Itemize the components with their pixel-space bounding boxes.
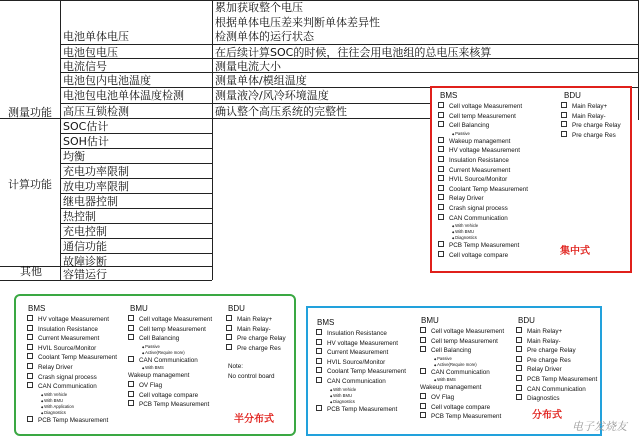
- checkbox-icon: [516, 337, 522, 343]
- table-row-item: 电池包电压: [63, 46, 118, 59]
- list-item: Cell temp Measurement: [128, 325, 212, 335]
- list-subitem: ◆ Active(Require more): [420, 362, 504, 368]
- checkbox-icon: [438, 166, 444, 172]
- table-row-item: 高压互锁检测: [63, 105, 129, 118]
- bdu-title: BDU: [228, 304, 245, 313]
- bdu-list: [226, 315, 286, 353]
- checkbox-icon: [316, 329, 322, 335]
- distributed-architecture-box: [306, 306, 602, 436]
- list-item: Cell Balancing: [128, 334, 212, 344]
- list-subitem: ◆ With BMU: [438, 229, 528, 235]
- checkbox-icon: [420, 403, 426, 409]
- table-row-description: 累加获取整个电压: [215, 1, 303, 14]
- list-item: CAN Communication: [438, 214, 528, 224]
- checkbox-icon: [420, 337, 426, 343]
- table-row-description: 检测单体的运行状态: [215, 30, 314, 43]
- list-item: Relay Driver: [27, 363, 117, 373]
- table-row-item: 电池包电池单体温度检测: [63, 89, 184, 102]
- table-row-item: SOC估计: [63, 120, 109, 133]
- checkbox-icon: [226, 334, 232, 340]
- category-measure: 测量功能: [8, 106, 52, 119]
- checkbox-icon: [516, 327, 522, 333]
- checkbox-icon: [226, 325, 232, 331]
- list-item: Cell voltage compare: [420, 403, 504, 413]
- bmu-title: BMU: [130, 304, 148, 313]
- table-row-item: 放电功率限制: [63, 180, 129, 193]
- table-row-description: 测量液冷/风冷环境温度: [215, 89, 329, 102]
- category-compute: 计算功能: [8, 178, 52, 191]
- bdu-title: BDU: [564, 91, 581, 100]
- table-row-item: 热控制: [63, 210, 96, 223]
- list-subitem: ◆ With BMU: [27, 398, 117, 404]
- list-subitem: ◆ Passive: [420, 356, 504, 362]
- list-item: OV Flag: [128, 381, 212, 391]
- list-item: Crash signal process: [27, 373, 117, 383]
- list-item: Cell voltage compare: [128, 391, 212, 401]
- list-item: Main Relay-: [516, 337, 597, 347]
- checkbox-icon: [128, 391, 134, 397]
- list-item: CAN Communication: [128, 356, 212, 366]
- list-subitem: ◆ With BMS: [420, 377, 504, 383]
- checkbox-icon: [27, 315, 33, 321]
- list-item: Pre charge Res: [226, 344, 286, 354]
- list-item: OV Flag: [420, 393, 504, 403]
- list-subitem: ◆ With BMS: [128, 365, 212, 371]
- list-item: Wakeup management: [420, 384, 482, 392]
- list-item: Cell Balancing: [420, 346, 504, 356]
- checkbox-icon: [438, 146, 444, 152]
- list-item: HV voltage Measurement: [438, 146, 528, 156]
- checkbox-icon: [226, 344, 232, 350]
- list-item: PCB Temp Measurement: [420, 412, 504, 422]
- category-other: 其他: [20, 265, 42, 278]
- list-item: HVIL Source/Monitor: [27, 344, 117, 354]
- checkbox-icon: [516, 375, 522, 381]
- list-item: Main Relay-: [226, 325, 286, 335]
- distributed-tag: 分布式: [532, 410, 562, 421]
- checkbox-icon: [420, 368, 426, 374]
- checkbox-icon: [27, 325, 33, 331]
- list-subitem: ◆ With Vehicle: [438, 223, 528, 229]
- list-item: Main Relay+: [226, 315, 286, 325]
- list-subitem: ◆ With BMU: [316, 393, 406, 399]
- semi-distributed-tag: 半分布式: [234, 414, 274, 425]
- list-item: PCB Temp Measurement: [316, 405, 406, 415]
- list-item: HV voltage Measurement: [316, 339, 406, 349]
- list-subitem: ◆ With Vehicle: [316, 387, 406, 393]
- table-row-item: 继电器控制: [63, 195, 118, 208]
- list-item: Current Measurement: [316, 348, 406, 358]
- list-item: CAN Communication: [516, 385, 597, 395]
- list-item: Pre charge Relay: [226, 334, 286, 344]
- checkbox-icon: [516, 394, 522, 400]
- checkbox-icon: [561, 131, 567, 137]
- table-row-item: 容错运行: [63, 268, 107, 281]
- checkbox-icon: [316, 405, 322, 411]
- checkbox-icon: [27, 353, 33, 359]
- list-item: HVIL Source/Monitor: [438, 175, 528, 185]
- bms-list: [316, 329, 406, 414]
- list-item: Wakeup management: [128, 372, 190, 380]
- list-item: Cell voltage Measurement: [128, 315, 212, 325]
- list-subitem: ◆ Diagnostics: [438, 235, 528, 241]
- table-row-item: 故障诊断: [63, 255, 107, 268]
- watermark: 电子发烧友: [572, 420, 627, 433]
- list-item: PCB Temp Measurement: [128, 400, 212, 410]
- bms-list: [438, 102, 528, 260]
- bms-title: BMS: [317, 318, 335, 327]
- list-subitem: ◆ Diagnostics: [316, 399, 406, 405]
- list-item: Coolant Temp Measurement: [27, 353, 117, 363]
- checkbox-icon: [316, 348, 322, 354]
- checkbox-icon: [128, 315, 134, 321]
- checkbox-icon: [438, 185, 444, 191]
- list-item: Cell voltage compare: [438, 251, 528, 261]
- list-item: Cell voltage Measurement: [438, 102, 528, 112]
- table-row-item: 充电控制: [63, 225, 107, 238]
- bmu-list: [128, 315, 212, 410]
- checkbox-icon: [438, 214, 444, 220]
- list-item: Relay Driver: [438, 194, 528, 204]
- checkbox-icon: [438, 204, 444, 210]
- list-subitem: ◆ With Vehicle: [27, 392, 117, 398]
- list-subitem: ◆ Diagnostics: [27, 410, 117, 416]
- list-item: Wakeup management: [438, 137, 528, 147]
- bmu-list: [420, 327, 504, 422]
- list-item: Pre charge Relay: [516, 346, 597, 356]
- list-item: PCB Temp Measurement: [27, 416, 117, 426]
- list-item: Coolant Temp Measurement: [438, 185, 528, 195]
- checkbox-icon: [516, 365, 522, 371]
- checkbox-icon: [438, 175, 444, 181]
- checkbox-icon: [438, 137, 444, 143]
- bdu-title: BDU: [518, 316, 535, 325]
- bdu-list: [561, 102, 621, 140]
- list-item: PCB Temp Measurement: [516, 375, 597, 385]
- checkbox-icon: [438, 241, 444, 247]
- checkbox-icon: [27, 416, 33, 422]
- list-subitem: ◆ Passive: [128, 344, 212, 350]
- checkbox-icon: [438, 102, 444, 108]
- checkbox-icon: [516, 356, 522, 362]
- table-row-item: 电流信号: [63, 60, 107, 73]
- checkbox-icon: [128, 356, 134, 362]
- table-row-description: 测量单体/模组温度: [215, 74, 307, 87]
- checkbox-icon: [128, 334, 134, 340]
- checkbox-icon: [438, 112, 444, 118]
- list-item: CAN Communication: [316, 377, 406, 387]
- checkbox-icon: [420, 412, 426, 418]
- checkbox-icon: [420, 393, 426, 399]
- checkbox-icon: [27, 363, 33, 369]
- list-item: Insulation Resistance: [27, 325, 117, 335]
- table-row-item: 均衡: [63, 150, 85, 163]
- checkbox-icon: [316, 339, 322, 345]
- list-item: Pre charge Res: [516, 356, 597, 366]
- list-item: Cell temp Measurement: [438, 112, 528, 122]
- list-item: Relay Driver: [516, 365, 597, 375]
- checkbox-icon: [561, 121, 567, 127]
- note: Note: No control board: [228, 363, 275, 380]
- checkbox-icon: [516, 385, 522, 391]
- list-item: Cell Balancing: [438, 121, 528, 131]
- list-item: Cell voltage Measurement: [420, 327, 504, 337]
- list-subitem: ◆ With Application: [27, 404, 117, 410]
- list-item: Current Measurement: [27, 334, 117, 344]
- bms-list: [27, 315, 117, 425]
- list-item: Crash signal process: [438, 204, 528, 214]
- bmu-title: BMU: [421, 316, 439, 325]
- checkbox-icon: [420, 327, 426, 333]
- table-row-item: 电池包内电池温度: [63, 74, 151, 87]
- bms-title: BMS: [440, 91, 458, 100]
- checkbox-icon: [128, 325, 134, 331]
- list-item: PCB Temp Measurement: [438, 241, 528, 251]
- table-row-item: 通信功能: [63, 240, 107, 253]
- semi-distributed-architecture-box: [14, 294, 296, 436]
- list-subitem: ◆ Passive: [438, 131, 528, 137]
- table-row-description: 测量电流大小: [215, 60, 281, 73]
- checkbox-icon: [438, 121, 444, 127]
- checkbox-icon: [420, 346, 426, 352]
- table-row-item: 充电功率限制: [63, 165, 129, 178]
- list-item: Main Relay+: [561, 102, 621, 112]
- list-item: CAN Communication: [27, 382, 117, 392]
- list-item: Coolant Temp Measurement: [316, 367, 406, 377]
- checkbox-icon: [27, 382, 33, 388]
- table-row-description: 确认整个高压系统的完整性: [215, 105, 347, 118]
- checkbox-icon: [516, 346, 522, 352]
- list-item: Pre charge Res: [561, 131, 621, 141]
- checkbox-icon: [27, 373, 33, 379]
- list-item: Pre charge Relay: [561, 121, 621, 131]
- table-row-item: SOH估计: [63, 135, 109, 148]
- list-item: Diagnostics: [516, 394, 597, 404]
- checkbox-icon: [128, 381, 134, 387]
- centralized-tag: 集中式: [560, 246, 590, 257]
- checkbox-icon: [316, 358, 322, 364]
- list-item: Insulation Resistance: [316, 329, 406, 339]
- list-subitem: ◆ Active(Require more): [128, 350, 212, 356]
- bms-title: BMS: [28, 304, 46, 313]
- list-item: Main Relay-: [561, 112, 621, 122]
- checkbox-icon: [226, 315, 232, 321]
- list-item: Insulation Resistance: [438, 156, 528, 166]
- checkbox-icon: [27, 334, 33, 340]
- checkbox-icon: [561, 102, 567, 108]
- list-item: Main Relay+: [516, 327, 597, 337]
- list-item: HV voltage Measurement: [27, 315, 117, 325]
- list-item: CAN Communication: [420, 368, 504, 378]
- checkbox-icon: [27, 344, 33, 350]
- list-item: Cell temp Measurement: [420, 337, 504, 347]
- table-row-item: 电池单体电压: [63, 30, 129, 43]
- checkbox-icon: [316, 377, 322, 383]
- checkbox-icon: [438, 251, 444, 257]
- checkbox-icon: [438, 156, 444, 162]
- checkbox-icon: [128, 400, 134, 406]
- bdu-list: [516, 327, 597, 404]
- table-row-description: 根据单体电压差来判断单体差异性: [215, 15, 380, 29]
- list-item: HVIL Source/Monitor: [316, 358, 406, 368]
- table-row-description: 在后续计算SOC的时候，往往会用电池组的总电压来核算: [215, 46, 492, 59]
- checkbox-icon: [438, 194, 444, 200]
- list-item: Current Measurement: [438, 166, 528, 176]
- checkbox-icon: [316, 367, 322, 373]
- checkbox-icon: [561, 112, 567, 118]
- centralized-architecture-box: [430, 86, 632, 273]
